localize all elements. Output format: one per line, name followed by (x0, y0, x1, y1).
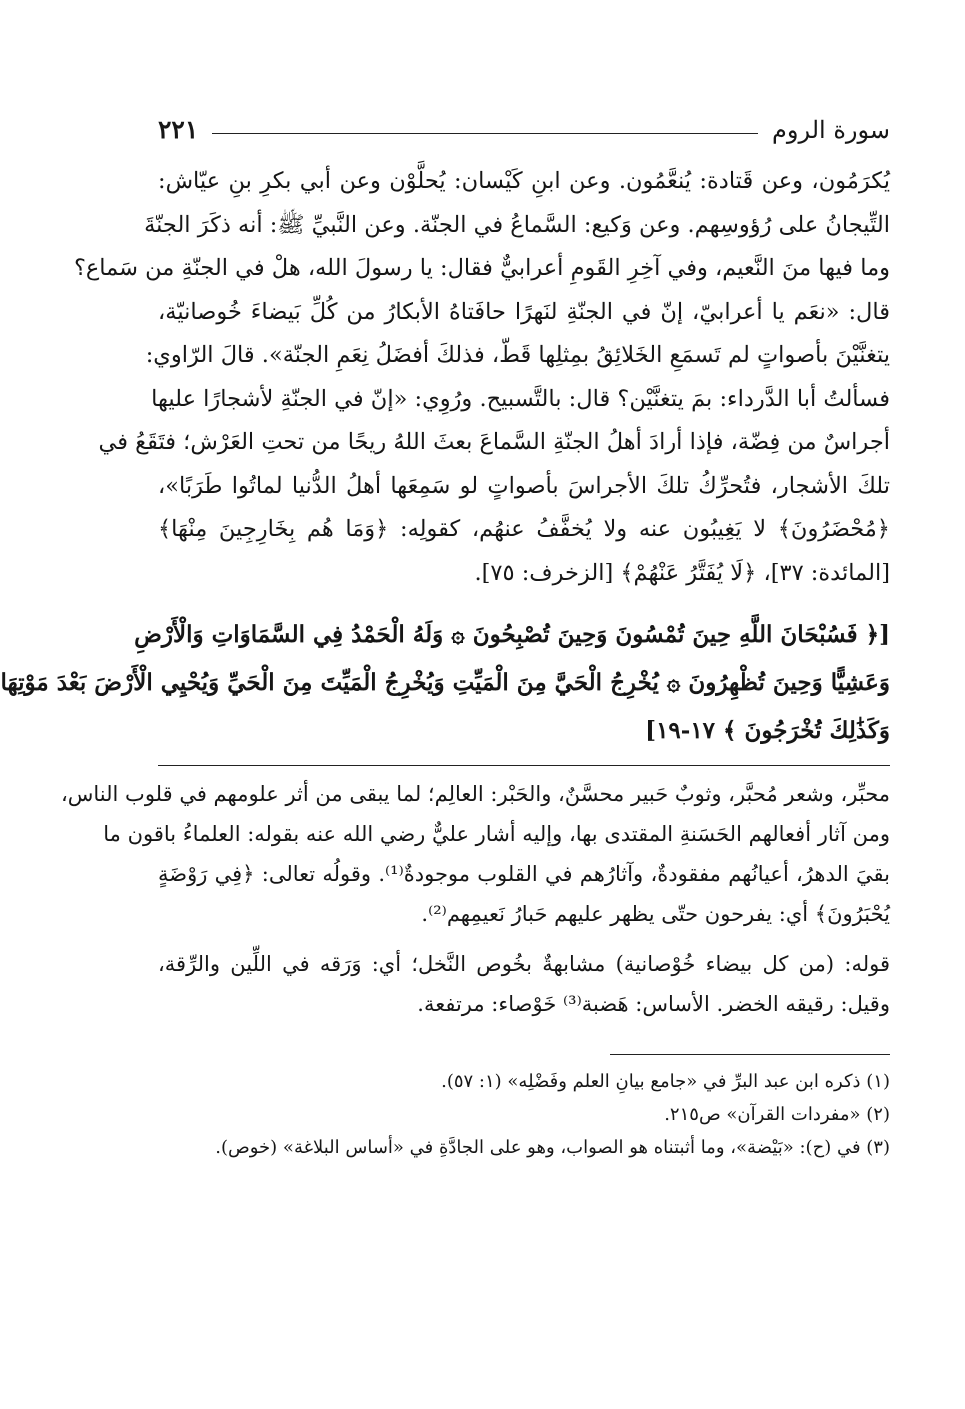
main-text-line: يُكرَمُون، وعن قَتادة: يُنعَّمُون. وعن ابنِ كَيْسان: يُحلَّوْن وعن أبي بكرِ بنِ عيّاش: (158, 168, 890, 194)
header-rule (212, 133, 758, 134)
commentary-line: بقيَ الدهرُ، أعيانُهم مفقودةٌ، وآثارُهم في القلوب موجودةٌ⁽¹⁾. وقولُه تعالى: ﴿فِي رَوْضَةٍ (158, 862, 890, 886)
commentary-line: وقيل: رقيقه الخضر. الأساس: هَضبة⁽³⁾ خَوْصاء: مرتفعة. (417, 992, 890, 1016)
verse-line: وَعَشِيًّا وَحِينَ تُظْهِرُونَ ۞ يُخْرِجُ الْحَيَّ مِنَ الْمَيِّتِ وَيُخْرِجُ الْمَيِّتَ مِنَ الْحَيِّ وَيُحْيِي الْأَرْضَ بَعْدَ مَوْتِهَا (0, 669, 890, 696)
commentary-line: يُحْبَرُونَ﴾ أي: يفرحون حتّى يظهر عليهم حَبارُ نَعيمِهم⁽²⁾. (421, 902, 890, 926)
footnote: (١) ذكره ابن عبد البرِّ في «جامع بيانِ العلم وفَضْلِه» (١: ٥٧). (441, 1071, 890, 1092)
commentary (61, 774, 890, 1024)
footnote-rule (610, 1054, 890, 1055)
verse-line: [﴿ فَسُبْحَانَ اللَّهِ حِينَ تُمْسُونَ وَحِينَ تُصْبِحُونَ ۞ وَلَهُ الْحَمْدُ فِي السَّمَاوَاتِ وَالْأَرْضِ (134, 621, 890, 648)
commentary-separator (158, 765, 890, 766)
surah-name: سورة الروم (772, 116, 890, 144)
quran-verses (0, 611, 890, 755)
main-text-line: ﴿مُحْضَرُونَ﴾ لا يَغِيبُون عنه ولا يُخفَّفُ عنهُم، كقولِه: ﴿وَمَا هُم بِخَارِجِينَ مِنْهَا﴾ (158, 516, 890, 542)
commentary-line: ومن آثار أفعالهم الحَسَنةِ المقتدى بها، وإليه أشار عليٌّ رضي الله عنه بقوله: العلماءُ باقون ما (103, 822, 890, 846)
page-header (158, 92, 890, 148)
main-text-line: أجراسٌ من فِضّة، فإذا أرادَ أهلُ الجنّةِ السَّماعَ بعثَ اللهُ ريحًا من تحتِ العَرْش؛ فتَقَعُ في (98, 429, 890, 455)
main-text-line: وما فيها منَ النَّعيم، وفي آخِرِ القَومِ أعرابيٌّ فقال: يا رسولَ الله، هلْ في الجنّةِ من سَماع؟ (73, 255, 890, 281)
paragraph-gap (158, 934, 890, 944)
verse-line: وَكَذَٰلِكَ تُخْرَجُونَ ﴾ ١٧-١٩] (645, 717, 890, 744)
main-text-line: قال: «نعَم يا أعرابيّ، إنّ في الجنّةِ لنَهرًا حافَتاهُ الأبكارُ من كُلِّ بَيضاءَ خُوصانيّة، (158, 298, 890, 325)
main-text-line: يتغنَّيْنَ بأصواتٍ لم تَسمَعِ الخَلائِقُ بمِثلِها قَطّ، فذلكَ أفضَلُ نِعَمِ الجنّة». قالَ الرّاوي: (145, 342, 890, 368)
footnote: (٢) «مفردات القرآن» ص٢١٥. (664, 1104, 890, 1125)
page-number: ٢٢١ (158, 115, 199, 144)
main-text-line: تلكَ الأشجار، فتُحرِّكُ تلكَ الأجراسَ بأصواتٍ لو سَمِعَها أهلُ الدُّنيا لماتُوا طَرَبًا»، (158, 472, 890, 499)
main-text-line: فسألتُ أبا الدَّرداء: بمَ يتغنَّيْن؟ قال: بالتَّسبيح. ورُوِي: «إنّ في الجنّةِ لأشجارًا عليها (151, 385, 890, 412)
commentary-line: محبِّر، وشعر مُحبَّر، وثوبٌ حَبير محسَّنٌ، والحَبْر: العالِم؛ لما يبقى من أثر علومهم في قلوب الناس، (61, 782, 890, 806)
footnote: (٣) في (ح): «بَيْضة»، وما أثبتناه هو الصواب، وهو على الجادَّةِ في «أساس البلاغة» (خوص). (215, 1137, 890, 1158)
main-text-line: [المائدة: ٣٧]، ﴿لَا يُفَتَّرُ عَنْهُمْ﴾ [الزخرف: ٧٥]. (474, 559, 890, 586)
commentary-line: قوله: (من كل بيضاء خُوْصانية) مشابهةٌ بخُوص النَّخل؛ أي: وَرَقه في اللِّين والرِّقة، (158, 952, 890, 976)
footnotes (158, 1065, 890, 1164)
main-text (73, 160, 890, 595)
main-text-line: التِّيجانُ على رُؤوسِهم. وعن وَكيع: السَّماعُ في الجنّة. وعن النَّبيِّ ﷺ: أنه ذكَرَ الجنّةَ (144, 211, 890, 238)
book-page (0, 92, 890, 1382)
